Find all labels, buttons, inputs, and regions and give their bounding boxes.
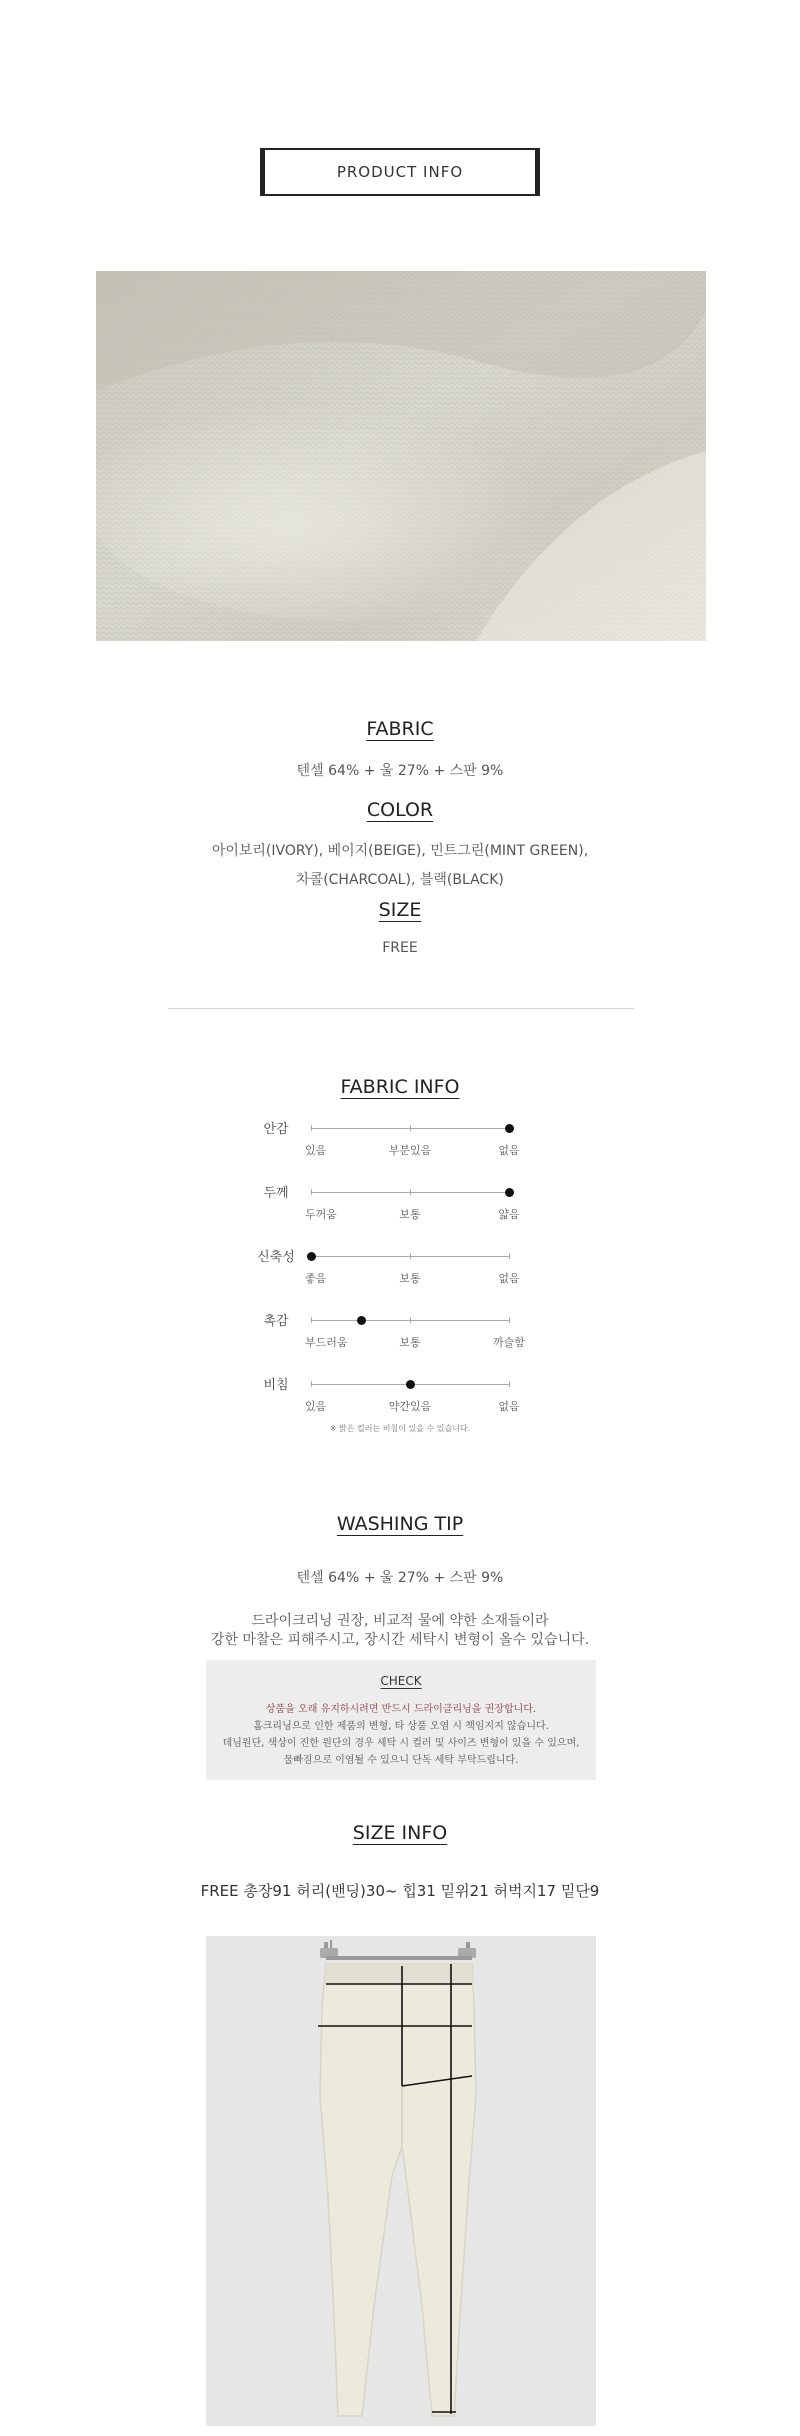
scale-selected-dot [357,1316,366,1325]
size-value: FREE [382,940,418,956]
fabric-info-row-label: 신축성 [257,1250,295,1265]
fabric-info-row-label: 두께 [263,1186,289,1201]
washing-line-2: 강한 마찰은 피해주시고, 장시간 세탁시 변형이 올수 있습니다. [210,1632,590,1648]
washing-material: 텐셀 64% + 울 27% + 스판 9% [296,1570,504,1586]
size-measurement-photo [206,1936,596,2426]
washing-tip-title: WASHING TIP [336,1513,464,1535]
color-title: COLOR [366,799,434,821]
scale-option-label: 보통 [399,1272,421,1285]
scale-tick [509,1317,510,1323]
fabric-texture-photo [96,271,706,641]
scale-selected-dot [505,1124,514,1133]
scale-selected-dot [307,1252,316,1261]
scale-tick [410,1189,411,1195]
check-title: CHECK [380,1674,422,1688]
scale-option-label: 있음 [305,1144,327,1157]
size-info-title: SIZE INFO [352,1822,448,1844]
scale-option-label: 까슬함 [493,1336,525,1349]
check-line-3: 데님원단, 색상이 진한 원단의 경우 세탁 시 컬러 및 사이즈 변형이 있을 수 있으며, [222,1738,580,1749]
scale-option-label: 없음 [498,1400,520,1413]
scale-selected-dot [406,1380,415,1389]
product-info-label: PRODUCT INFO [336,163,464,181]
check-line-4: 물빠짐으로 이염될 수 있으니 단독 세탁 부탁드립니다. [283,1755,519,1766]
fabric-info-row-label: 비침 [263,1378,289,1393]
scale-tick [311,1317,312,1323]
scale-tick [311,1125,312,1131]
fabric-texture-image [96,271,706,641]
fabric-info-row-label: 촉감 [263,1314,289,1329]
size-title: SIZE [378,899,422,921]
color-line-1: 아이보리(IVORY), 베이지(BEIGE), 민트그린(MINT GREEN), [211,843,589,859]
leggings-measurement-image [206,1936,596,2426]
washing-line-1: 드라이크리닝 권장, 비교적 물에 약한 소재들이라 [251,1613,549,1629]
scale-tick [410,1253,411,1259]
size-info-measurements: FREE 총장91 허리(밴딩)30~ 힙31 밑위21 허벅지17 밑단9 [200,1882,600,1900]
scale-tick [311,1189,312,1195]
scale-option-label: 두꺼움 [305,1208,337,1221]
scale-selected-dot [505,1188,514,1197]
scale-option-label: 없음 [498,1144,520,1157]
scale-tick [410,1125,411,1131]
check-line-2: 홈크리닝으로 인한 제품의 변형, 타 상품 오염 시 책임지지 않습니다. [253,1721,549,1732]
check-notice-box [206,1660,596,1780]
fabric-info-title: FABRIC INFO [340,1076,460,1098]
scale-option-label: 약간있음 [388,1400,432,1413]
scale-option-label: 얇음 [498,1208,520,1221]
scale-tick [410,1317,411,1323]
scale-option-label: 없음 [498,1272,520,1285]
scale-option-label: 보통 [399,1336,421,1349]
scale-option-label: 보통 [399,1208,421,1221]
color-line-2: 차콜(CHARCOAL), 블랙(BLACK) [296,872,504,888]
scale-option-label: 부드러움 [305,1336,348,1349]
scale-option-label: 있음 [305,1400,327,1413]
fabric-title: FABRIC [366,718,434,740]
check-line-1: 상품을 오래 유지하시려면 반드시 드라이클리닝을 권장합니다. [265,1704,537,1715]
product-info-badge [260,148,540,196]
section-divider [168,1008,634,1009]
scale-tick [311,1381,312,1387]
fabric-composition: 텐셀 64% + 울 27% + 스판 9% [296,763,504,779]
fabric-info-row-label: 안감 [263,1122,289,1137]
scale-option-label: 좋음 [305,1272,327,1285]
hanger-icon [320,1940,476,1960]
fabric-info-note: ※ 밝은 컬러는 비침이 있을 수 있습니다. [329,1424,471,1433]
scale-tick [509,1381,510,1387]
scale-option-label: 부분있음 [388,1144,432,1157]
scale-tick [509,1253,510,1259]
